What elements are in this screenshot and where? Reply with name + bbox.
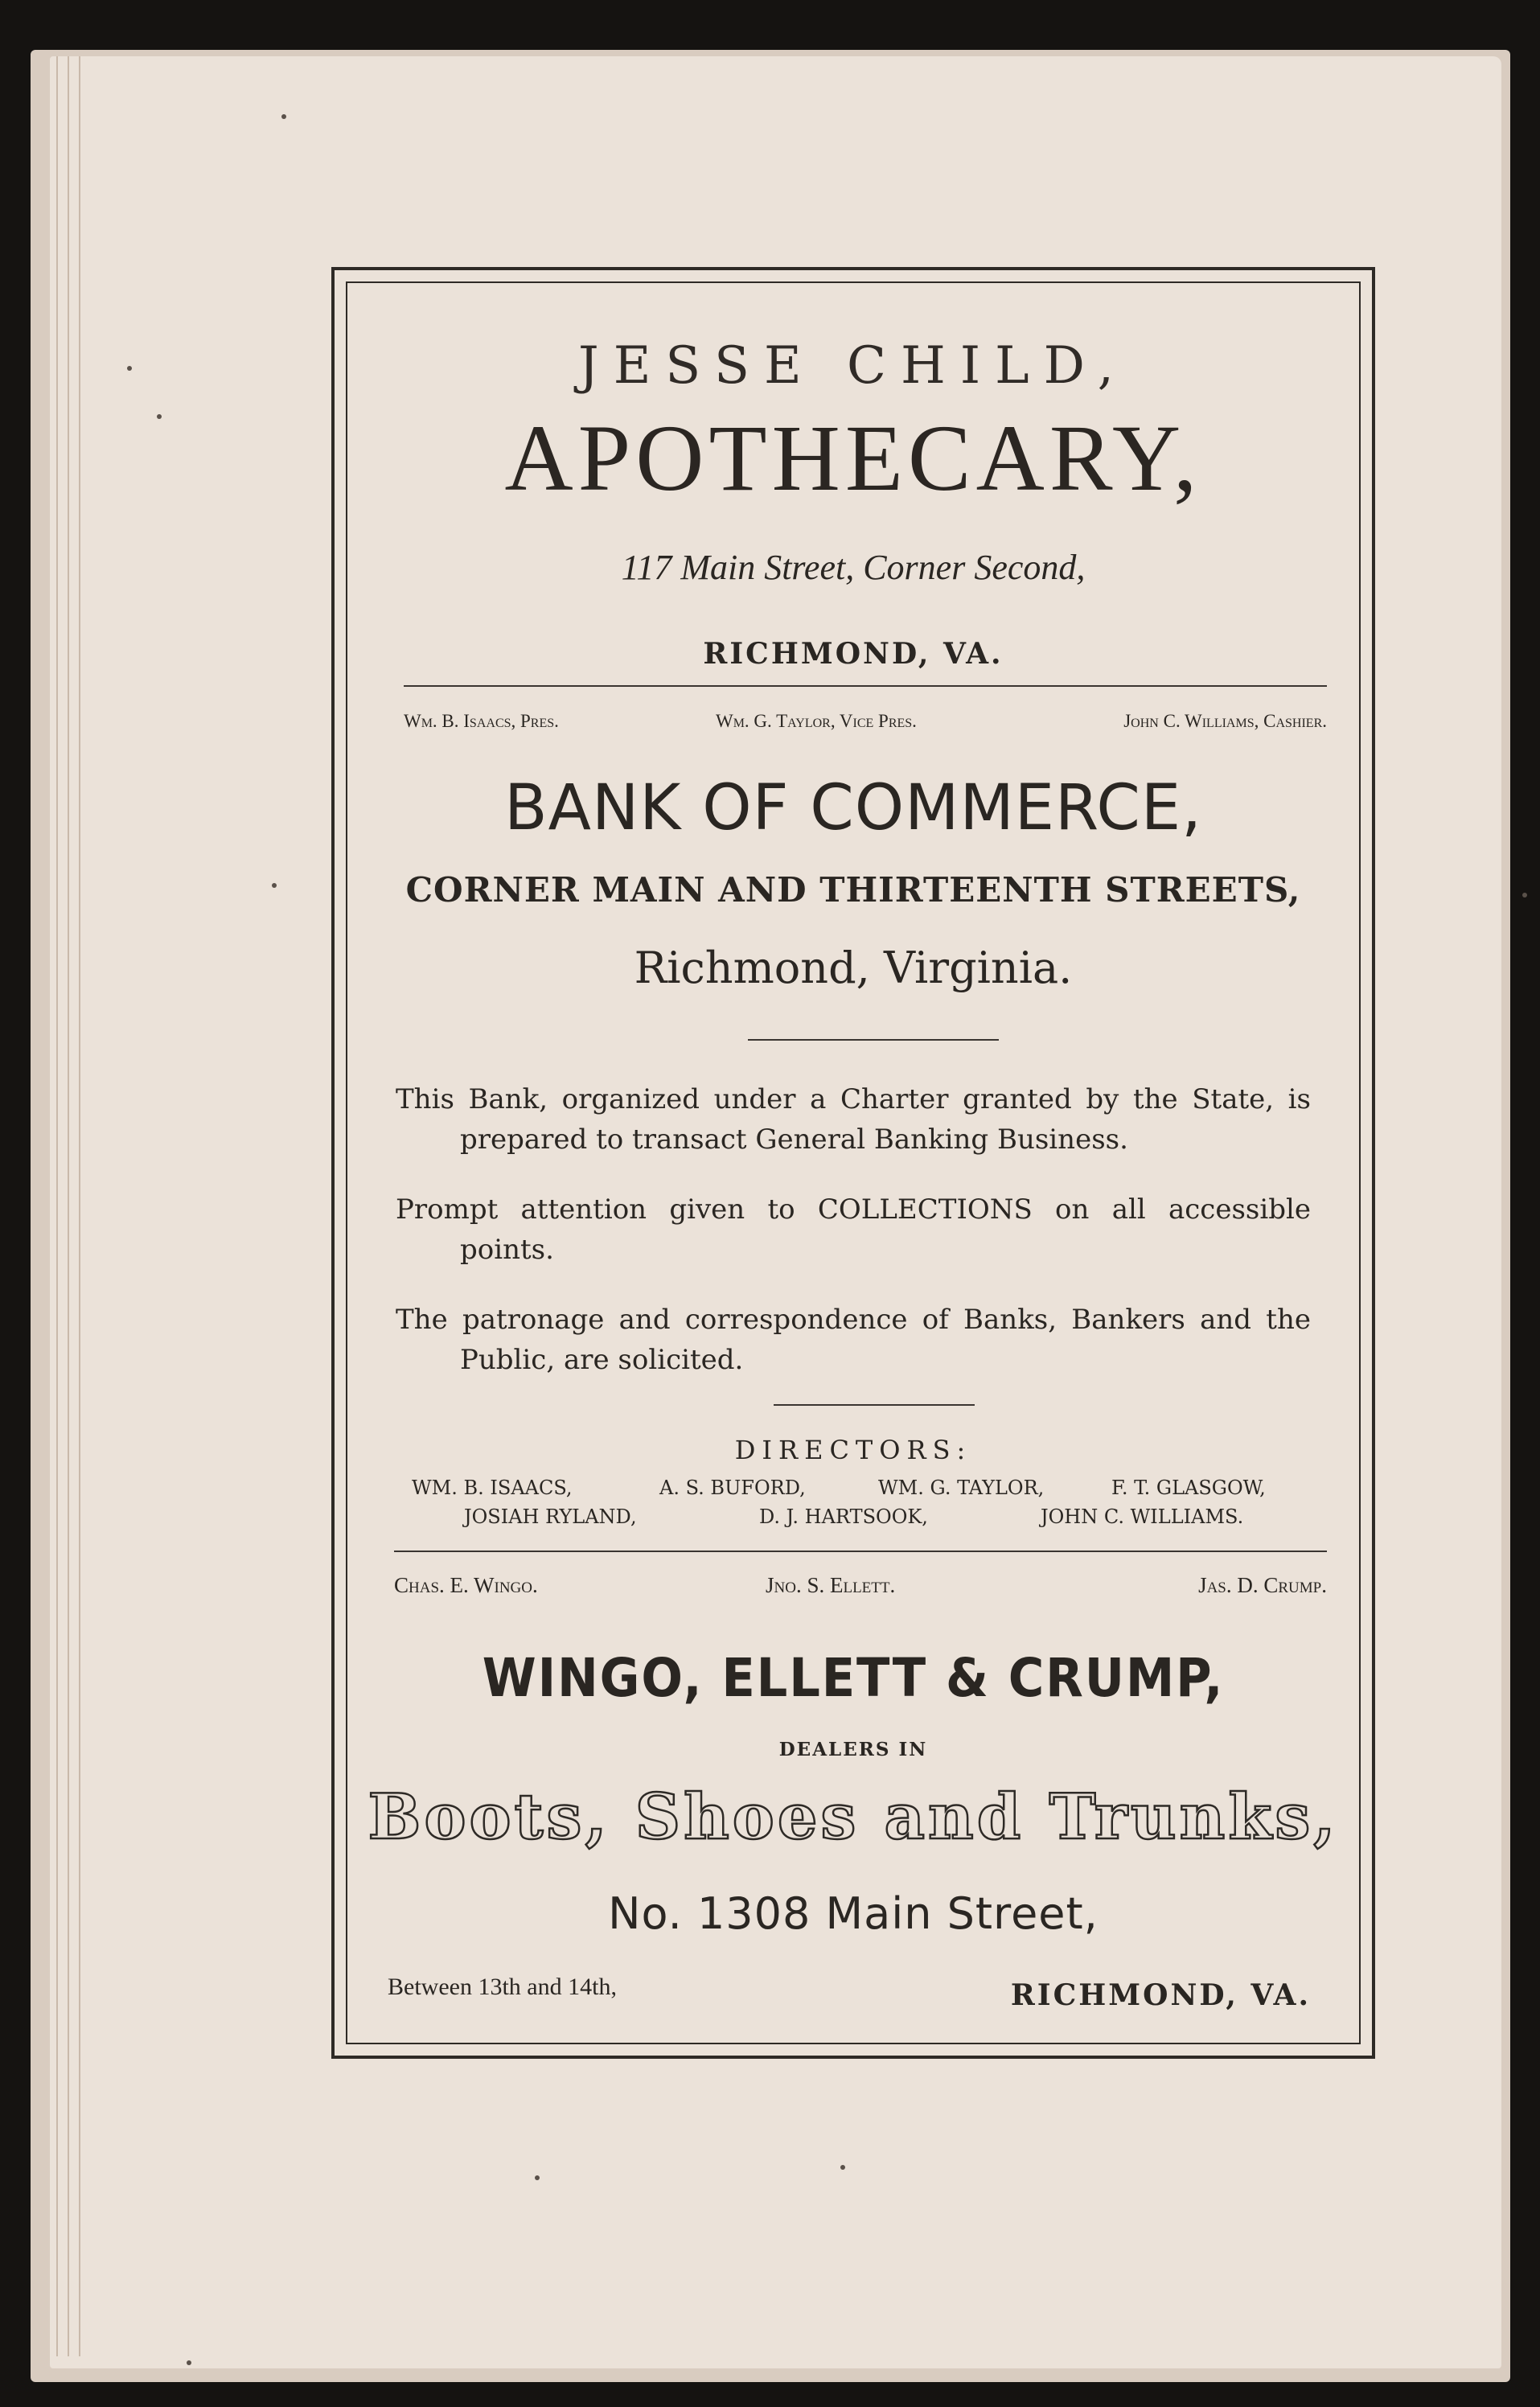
paper-speck	[281, 114, 286, 119]
advertisement-inner-border	[346, 281, 1361, 2044]
paper-speck	[840, 2165, 845, 2170]
paper-speck	[127, 366, 132, 371]
shoe-address: No. 1308 Main Street,	[608, 1888, 1099, 1939]
director-name: WM. B. ISAACS,	[412, 1477, 573, 1499]
page-edge-line	[68, 56, 69, 2356]
director-name: D. J. HARTSOOK,	[759, 1505, 928, 1528]
bank-paragraph-1: This Bank, organized under a Charter granted by the State, is prepared to transact General Banking Business.	[396, 1083, 1311, 1156]
partner-name: Jas. D. Crump.	[1198, 1573, 1327, 1597]
bank-name: BANK OF COMMERCE,	[504, 772, 1202, 844]
partner-name: Jno. S. Ellett.	[766, 1573, 896, 1597]
paper-speck	[187, 2360, 191, 2365]
section-divider	[404, 685, 1327, 687]
director-name: F. T. GLASGOW,	[1111, 1477, 1266, 1499]
apothecary-title: APOTHECARY,	[504, 405, 1202, 511]
bank-paragraph-3: The patronage and correspondence of Banks, Bankers and the Public, are solicited.	[396, 1304, 1311, 1376]
directors-heading: DIRECTORS:	[734, 1435, 972, 1465]
advertisement-frame	[331, 267, 1375, 2059]
partner-name: Chas. E. Wingo.	[394, 1573, 538, 1597]
apothecary-proprietor: JESSE CHILD,	[578, 336, 1128, 396]
director-name: JOHN C. WILLIAMS.	[1041, 1505, 1244, 1528]
bank-paragraph-2: Prompt attention given to COLLECTIONS on all accessible points.	[396, 1193, 1311, 1266]
director-name: WM. G. TAYLOR,	[878, 1477, 1045, 1499]
shoe-city: RICHMOND, VA.	[1010, 1978, 1311, 2012]
apothecary-address: 117 Main Street, Corner Second,	[621, 548, 1086, 587]
shoe-cross-streets: Between 13th and 14th,	[388, 1974, 617, 2000]
bank-city: Richmond, Virginia.	[634, 943, 1073, 993]
paper-speck	[535, 2175, 540, 2180]
bank-vice-president: Wm. G. Taylor, Vice Pres.	[716, 711, 917, 731]
page-edge-line	[79, 56, 80, 2356]
bank-location: CORNER MAIN AND THIRTEENTH STREETS,	[405, 870, 1301, 910]
apothecary-city: RICHMOND, VA.	[703, 637, 1004, 671]
director-name: JOSIAH RYLAND,	[464, 1505, 637, 1528]
paper-speck	[272, 883, 277, 888]
shoe-firm-name: WINGO, ELLETT & CRUMP,	[482, 1647, 1225, 1709]
shoe-goods: Boots, Shoes and Trunks,	[368, 1781, 1339, 1854]
director-name: A. S. BUFORD,	[659, 1477, 806, 1499]
short-rule	[748, 1039, 999, 1041]
paper-speck	[1522, 893, 1527, 897]
page-edge-line	[56, 56, 58, 2356]
short-rule	[774, 1404, 975, 1406]
paper-speck	[157, 414, 162, 419]
section-divider	[394, 1551, 1327, 1552]
dealers-in-label: DEALERS IN	[778, 1739, 928, 1760]
bank-president: Wm. B. Isaacs, Pres.	[404, 711, 559, 731]
bank-cashier: John C. Williams, Cashier.	[1123, 711, 1327, 731]
